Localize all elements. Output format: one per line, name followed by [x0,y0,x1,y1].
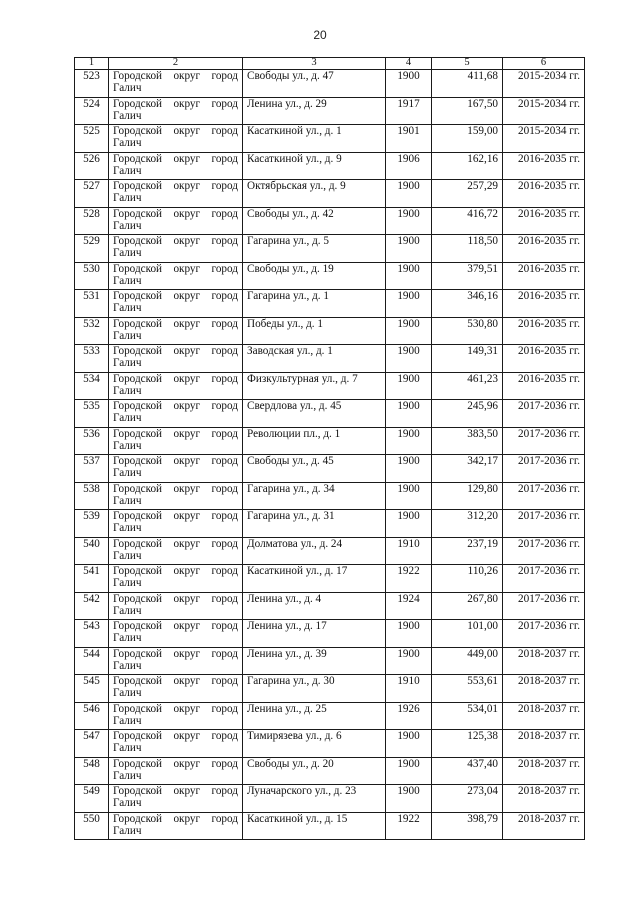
address-cell: Революции пл., д. 1 [243,427,386,455]
year-cell: 1926 [386,702,432,730]
year-cell: 1900 [386,207,432,235]
municipality-line-2: Галич [113,192,142,205]
table-row [75,70,585,98]
municipality-cell [109,427,243,455]
year-cell: 1901 [386,125,432,153]
address-cell: Октябрьская ул., д. 9 [243,180,386,208]
period-cell: 2017-2036 гг. [503,537,585,565]
area-cell: 149,31 [432,345,503,373]
area-cell: 553,61 [432,675,503,703]
year-cell: 1900 [386,647,432,675]
address-cell: Луначарского ул., д. 23 [243,785,386,813]
period-cell: 2015-2034 гг. [503,97,585,125]
municipality-line-2: Галич [113,109,142,122]
municipality-cell [109,317,243,345]
address-cell: Касаткиной ул., д. 17 [243,565,386,593]
row-number-cell: 527 [75,180,109,208]
municipality-cell [109,207,243,235]
municipality-cell [109,455,243,483]
column-header: 1 [75,58,109,70]
municipality-line-2: Галич [113,357,142,370]
table-row [75,647,585,675]
year-cell: 1922 [386,565,432,593]
column-header: 3 [243,58,386,70]
municipality-line-2: Галич [113,164,142,177]
address-cell: Заводская ул., д. 1 [243,345,386,373]
area-cell: 342,17 [432,455,503,483]
municipality-line-1: Городской округ город [113,400,238,412]
municipality-line-2: Галич [113,412,142,425]
municipality-line-2: Галич [113,467,142,480]
municipality-line-1: Городской округ город [113,125,238,137]
address-cell: Ленина ул., д. 25 [243,702,386,730]
year-cell: 1922 [386,812,432,840]
period-cell: 2018-2037 гг. [503,812,585,840]
row-number-cell: 537 [75,455,109,483]
year-cell: 1900 [386,235,432,263]
row-number-cell: 549 [75,785,109,813]
year-cell: 1900 [386,345,432,373]
area-cell: 273,04 [432,785,503,813]
municipality-line-2: Галич [113,549,142,562]
area-cell: 416,72 [432,207,503,235]
row-number-cell: 523 [75,70,109,98]
table-row [75,785,585,813]
year-cell: 1900 [386,262,432,290]
table-row [75,180,585,208]
municipality-line-1: Городской округ город [113,262,238,275]
municipality-line-1: Городской округ город [113,455,238,467]
table-row [75,702,585,730]
year-cell: 1900 [386,400,432,428]
address-cell: Свободы ул., д. 42 [243,207,386,235]
table-body [75,70,585,840]
address-cell: Касаткиной ул., д. 9 [243,152,386,180]
municipality-line-2: Галич [113,742,142,755]
address-cell: Гагарина ул., д. 31 [243,510,386,538]
row-number-cell: 542 [75,592,109,620]
table-row [75,345,585,373]
area-cell: 245,96 [432,400,503,428]
column-number-row [75,58,585,70]
municipality-line-1: Городской округ город [113,647,238,660]
table-row [75,757,585,785]
municipality-cell [109,372,243,400]
municipality-line-1: Городской округ город [113,482,238,495]
table-row [75,207,585,235]
row-number-cell: 524 [75,97,109,125]
address-cell: Ленина ул., д. 17 [243,620,386,648]
municipality-cell [109,565,243,593]
municipality-line-2: Галич [113,769,142,782]
year-cell: 1900 [386,757,432,785]
municipality-line-1: Городской округ город [113,152,238,165]
year-cell: 1900 [386,427,432,455]
table-row [75,152,585,180]
table-row [75,372,585,400]
row-number-cell: 536 [75,427,109,455]
address-cell: Ленина ул., д. 29 [243,97,386,125]
municipality-line-2: Галич [113,302,142,315]
row-number-cell: 535 [75,400,109,428]
municipality-line-1: Городской округ город [113,317,238,330]
municipality-line-2: Галич [113,329,142,342]
table-row [75,290,585,318]
table-row [75,317,585,345]
municipality-line-2: Галич [113,82,142,95]
municipality-cell [109,125,243,153]
municipality-line-1: Городской округ город [113,180,238,192]
address-cell: Победы ул., д. 1 [243,317,386,345]
year-cell: 1900 [386,290,432,318]
period-cell: 2016-2035 гг. [503,372,585,400]
municipality-line-2: Галич [113,604,142,617]
address-cell: Свободы ул., д. 47 [243,70,386,98]
municipality-line-1: Городской округ город [113,565,238,577]
year-cell: 1910 [386,537,432,565]
municipality-line-2: Галич [113,797,142,810]
row-number-cell: 528 [75,207,109,235]
period-cell: 2016-2035 гг. [503,207,585,235]
municipality-line-1: Городской округ город [113,730,238,742]
municipality-line-1: Городской округ город [113,757,238,770]
municipality-line-1: Городской округ город [113,785,238,797]
year-cell: 1900 [386,317,432,345]
address-cell: Ленина ул., д. 4 [243,592,386,620]
municipality-line-1: Городской округ город [113,620,238,632]
address-cell: Гагарина ул., д. 1 [243,290,386,318]
table-row [75,400,585,428]
municipality-line-1: Городской округ город [113,510,238,522]
municipality-cell [109,235,243,263]
municipality-line-2: Галич [113,687,142,700]
municipality-cell [109,702,243,730]
row-number-cell: 538 [75,482,109,510]
period-cell: 2018-2037 гг. [503,730,585,758]
year-cell: 1924 [386,592,432,620]
period-cell: 2017-2036 гг. [503,620,585,648]
address-cell: Тимирязева ул., д. 6 [243,730,386,758]
municipality-line-1: Городской округ город [113,702,238,715]
municipality-cell [109,620,243,648]
year-cell: 1900 [386,785,432,813]
address-cell: Гагарина ул., д. 34 [243,482,386,510]
municipality-cell [109,675,243,703]
area-cell: 411,68 [432,70,503,98]
area-cell: 461,23 [432,372,503,400]
column-header: 5 [432,58,503,70]
area-cell: 437,40 [432,757,503,785]
table-row [75,812,585,840]
municipality-line-1: Городской округ город [113,207,238,220]
housing-register-table [74,57,585,840]
period-cell: 2016-2035 гг. [503,317,585,345]
municipality-cell [109,757,243,785]
municipality-line-2: Галич [113,439,142,452]
municipality-line-2: Галич [113,714,142,727]
address-cell: Свердлова ул., д. 45 [243,400,386,428]
row-number-cell: 530 [75,262,109,290]
address-cell: Касаткиной ул., д. 15 [243,812,386,840]
page-number: 20 [313,28,327,42]
row-number-cell: 525 [75,125,109,153]
municipality-line-1: Городской округ город [113,592,238,605]
period-cell: 2015-2034 гг. [503,125,585,153]
year-cell: 1900 [386,70,432,98]
period-cell: 2016-2035 гг. [503,180,585,208]
municipality-line-1: Городской округ город [113,345,238,357]
row-number-cell: 545 [75,675,109,703]
municipality-line-2: Галич [113,247,142,260]
period-cell: 2016-2035 гг. [503,290,585,318]
period-cell: 2017-2036 гг. [503,455,585,483]
period-cell: 2017-2036 гг. [503,427,585,455]
municipality-line-2: Галич [113,659,142,672]
municipality-cell [109,180,243,208]
area-cell: 267,80 [432,592,503,620]
municipality-line-1: Городской округ город [113,537,238,550]
period-cell: 2017-2036 гг. [503,510,585,538]
row-number-cell: 540 [75,537,109,565]
year-cell: 1900 [386,372,432,400]
row-number-cell: 539 [75,510,109,538]
table-row [75,235,585,263]
municipality-line-2: Галич [113,522,142,535]
year-cell: 1900 [386,730,432,758]
municipality-line-2: Галич [113,137,142,150]
area-cell: 159,00 [432,125,503,153]
period-cell: 2017-2036 гг. [503,592,585,620]
address-cell: Гагарина ул., д. 30 [243,675,386,703]
row-number-cell: 529 [75,235,109,263]
area-cell: 101,00 [432,620,503,648]
period-cell: 2016-2035 гг. [503,345,585,373]
municipality-cell [109,510,243,538]
year-cell: 1900 [386,482,432,510]
period-cell: 2017-2036 гг. [503,565,585,593]
municipality-cell [109,812,243,840]
row-number-cell: 543 [75,620,109,648]
year-cell: 1900 [386,455,432,483]
municipality-line-2: Галич [113,274,142,287]
period-cell: 2018-2037 гг. [503,675,585,703]
address-cell: Свободы ул., д. 20 [243,757,386,785]
municipality-cell [109,730,243,758]
year-cell: 1900 [386,620,432,648]
period-cell: 2018-2037 гг. [503,757,585,785]
municipality-line-2: Галич [113,824,142,837]
area-cell: 167,50 [432,97,503,125]
municipality-cell [109,97,243,125]
table-row [75,262,585,290]
municipality-cell [109,290,243,318]
municipality-cell [109,400,243,428]
municipality-line-2: Галич [113,494,142,507]
area-cell: 110,26 [432,565,503,593]
area-cell: 379,51 [432,262,503,290]
table-row [75,510,585,538]
municipality-cell [109,785,243,813]
municipality-line-1: Городской округ город [113,812,238,825]
row-number-cell: 531 [75,290,109,318]
table-row [75,125,585,153]
row-number-cell: 532 [75,317,109,345]
municipality-line-1: Городской округ город [113,675,238,687]
period-cell: 2015-2034 гг. [503,70,585,98]
municipality-cell [109,262,243,290]
row-number-cell: 548 [75,757,109,785]
area-cell: 237,19 [432,537,503,565]
year-cell: 1910 [386,675,432,703]
area-cell: 162,16 [432,152,503,180]
area-cell: 129,80 [432,482,503,510]
table-row [75,675,585,703]
area-cell: 530,80 [432,317,503,345]
year-cell: 1917 [386,97,432,125]
address-cell: Касаткиной ул., д. 1 [243,125,386,153]
table-row [75,427,585,455]
year-cell: 1900 [386,180,432,208]
municipality-cell [109,592,243,620]
municipality-line-1: Городской округ город [113,290,238,302]
row-number-cell: 534 [75,372,109,400]
table-row [75,620,585,648]
municipality-cell [109,152,243,180]
municipality-cell [109,482,243,510]
area-cell: 118,50 [432,235,503,263]
row-number-cell: 526 [75,152,109,180]
municipality-line-1: Городской округ город [113,427,238,440]
municipality-line-1: Городской округ город [113,97,238,110]
area-cell: 383,50 [432,427,503,455]
row-number-cell: 544 [75,647,109,675]
row-number-cell: 550 [75,812,109,840]
municipality-line-2: Галич [113,219,142,232]
column-header: 2 [109,58,243,70]
table-row [75,730,585,758]
row-number-cell: 541 [75,565,109,593]
address-cell: Свободы ул., д. 19 [243,262,386,290]
address-cell: Гагарина ул., д. 5 [243,235,386,263]
table-row [75,537,585,565]
period-cell: 2017-2036 гг. [503,482,585,510]
municipality-line-2: Галич [113,632,142,645]
year-cell: 1900 [386,510,432,538]
period-cell: 2018-2037 гг. [503,702,585,730]
row-number-cell: 546 [75,702,109,730]
municipality-line-1: Городской округ город [113,372,238,385]
table-row [75,455,585,483]
table-row [75,565,585,593]
area-cell: 398,79 [432,812,503,840]
year-cell: 1906 [386,152,432,180]
table-row [75,592,585,620]
area-cell: 312,20 [432,510,503,538]
table-row [75,97,585,125]
table-row [75,482,585,510]
municipality-cell [109,70,243,98]
address-cell: Долматова ул., д. 24 [243,537,386,565]
address-cell: Физкультурная ул., д. 7 [243,372,386,400]
municipality-line-1: Городской округ город [113,70,238,82]
municipality-line-1: Городской округ город [113,235,238,247]
area-cell: 534,01 [432,702,503,730]
municipality-cell [109,647,243,675]
municipality-cell [109,345,243,373]
address-cell: Свободы ул., д. 45 [243,455,386,483]
area-cell: 257,29 [432,180,503,208]
municipality-line-2: Галич [113,384,142,397]
period-cell: 2018-2037 гг. [503,785,585,813]
area-cell: 449,00 [432,647,503,675]
period-cell: 2017-2036 гг. [503,400,585,428]
municipality-line-2: Галич [113,577,142,590]
column-header: 4 [386,58,432,70]
period-cell: 2016-2035 гг. [503,152,585,180]
municipality-cell [109,537,243,565]
column-header: 6 [503,58,585,70]
address-cell: Ленина ул., д. 39 [243,647,386,675]
area-cell: 346,16 [432,290,503,318]
period-cell: 2016-2035 гг. [503,235,585,263]
row-number-cell: 533 [75,345,109,373]
period-cell: 2018-2037 гг. [503,647,585,675]
row-number-cell: 547 [75,730,109,758]
area-cell: 125,38 [432,730,503,758]
period-cell: 2016-2035 гг. [503,262,585,290]
